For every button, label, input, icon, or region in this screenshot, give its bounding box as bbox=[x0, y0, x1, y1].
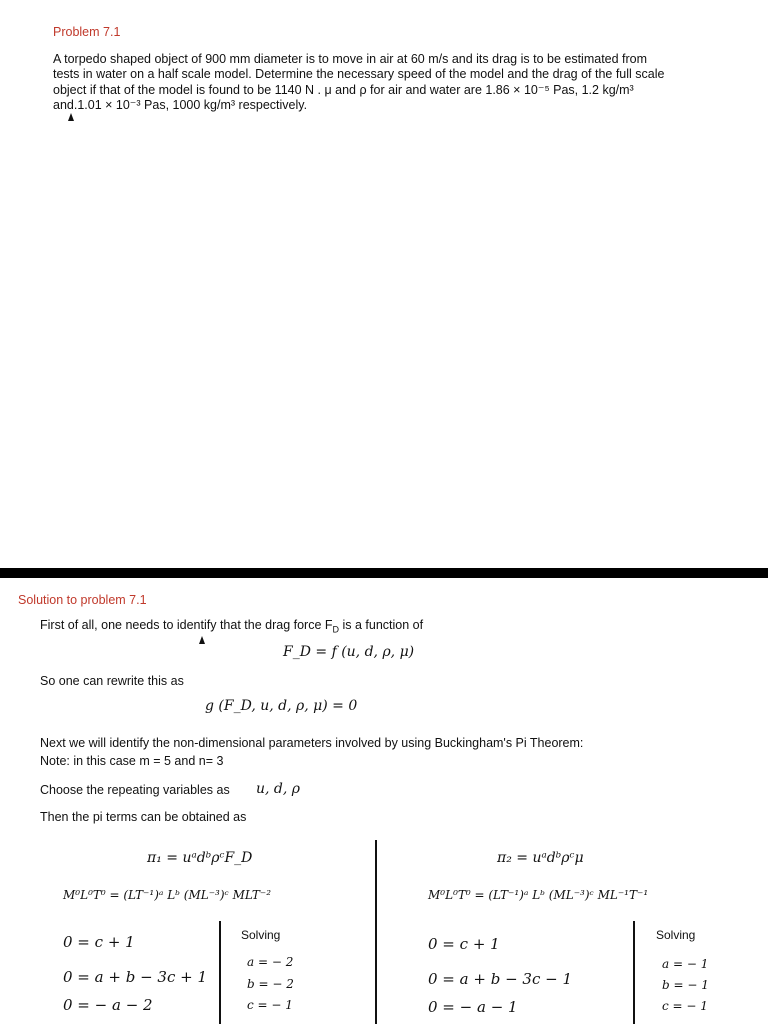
pi2-solving-divider bbox=[633, 921, 635, 1024]
pi1-eq-3: 0 = − a − 2 bbox=[63, 996, 153, 1014]
solution-heading: Solution to problem 7.1 bbox=[18, 593, 147, 607]
intro-part: First of all, one needs to identify that the drag force F bbox=[40, 618, 333, 632]
intro-subscript: D bbox=[332, 624, 340, 635]
pi2-solving-label: Solving bbox=[656, 928, 696, 942]
repeat-text: Choose the repeating variables as bbox=[40, 783, 230, 797]
g-equation: g (F_D, u, d, ρ, μ) = 0 bbox=[205, 698, 358, 714]
solution-sheet bbox=[0, 578, 768, 1024]
pi2-eq-2: 0 = a + b − 3c − 1 bbox=[428, 970, 572, 988]
pi1-solution-b: b = − 2 bbox=[247, 977, 294, 991]
rewrite-text: So one can rewrite this as bbox=[40, 674, 184, 688]
pi1-solution-c: c = − 1 bbox=[247, 998, 293, 1012]
intro-end: is a function of bbox=[339, 618, 424, 632]
pi2-solution-c: c = − 1 bbox=[662, 999, 708, 1013]
next-text: Next we will identify the non-dimensional parameters involved by using Buckingham's Pi Theorem: bbox=[40, 736, 584, 750]
pi2-dimension-equation: M⁰L⁰T⁰ = (LT⁻¹)ᵃ Lᵇ (ML⁻³)ᶜ ML⁻¹T⁻¹ bbox=[428, 888, 649, 902]
pi2-eq-3: 0 = − a − 1 bbox=[428, 998, 518, 1016]
mouse-cursor-icon bbox=[68, 113, 74, 121]
problem-line-4: and.1.01 × 10⁻³ Pas, 1000 kg/m³ respectively. bbox=[53, 98, 308, 112]
pi1-eq-2: 0 = a + b − 3c + 1 bbox=[63, 968, 207, 986]
problem-line-3: object if that of the model is found to be 1140 N . μ and ρ for air and water are 1.86 × 10⁻⁵ Pas, 1.2 kg/m³ bbox=[53, 83, 634, 97]
pi1-solving-divider bbox=[219, 921, 221, 1024]
pi1-solution-a: a = − 2 bbox=[247, 955, 294, 969]
note-text: Note: in this case m = 5 and n= 3 bbox=[40, 754, 224, 768]
pi2-eq-1: 0 = c + 1 bbox=[428, 935, 500, 953]
pi-text: Then the pi terms can be obtained as bbox=[40, 810, 247, 824]
pi2-solution-a: a = − 1 bbox=[662, 957, 709, 971]
function-equation: F_D = f (u, d, ρ, μ) bbox=[283, 644, 415, 660]
pi1-dimension-equation: M⁰L⁰T⁰ = (LT⁻¹)ᵃ Lᵇ (ML⁻³)ᶜ MLT⁻² bbox=[63, 888, 272, 902]
pi2-solution-b: b = − 1 bbox=[662, 978, 709, 992]
pi1-solving-label: Solving bbox=[241, 928, 281, 942]
problem-line-1: A torpedo shaped object of 900 mm diameter is to move in air at 60 m/s and its drag is to be estimated from bbox=[53, 52, 648, 66]
problem-line-2: tests in water on a half scale model. Determine the necessary speed of the model and the drag of the full scale bbox=[53, 67, 665, 81]
repeat-vars: u, d, ρ bbox=[256, 781, 301, 797]
pi1-equation: π₁ = uᵃdᵇρᶜF_D bbox=[147, 850, 253, 866]
intro-text bbox=[40, 618, 423, 638]
pi1-eq-1: 0 = c + 1 bbox=[63, 933, 135, 951]
problem-heading: Problem 7.1 bbox=[53, 25, 121, 39]
mouse-cursor-icon-2 bbox=[199, 636, 205, 644]
column-divider bbox=[375, 840, 377, 1024]
pi2-equation: π₂ = uᵃdᵇρᶜμ bbox=[497, 850, 584, 866]
